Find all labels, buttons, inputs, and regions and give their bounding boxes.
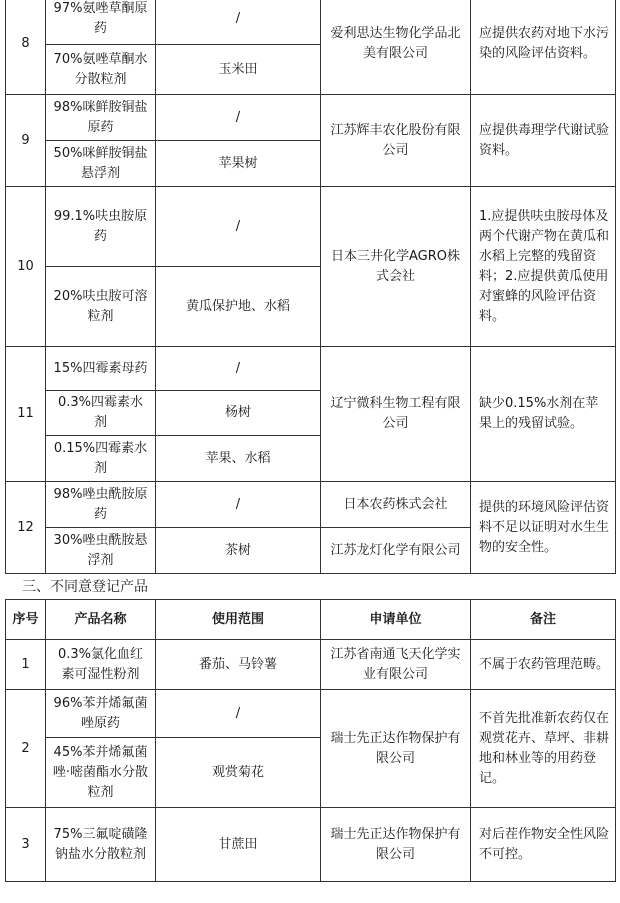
usage-scope: / — [156, 0, 321, 45]
applicant: 江苏辉丰农化股份有限公司 — [321, 95, 471, 187]
applicant: 日本三井化学AGRO株式会社 — [321, 187, 471, 347]
usage-scope: 杨树 — [156, 391, 321, 436]
product-name: 98%咪鲜胺铜盐原药 — [46, 95, 156, 141]
rejected-products-table — [5, 599, 616, 882]
usage-scope: 观赏菊花 — [156, 738, 321, 808]
product-name: 0.3%四霉素水剂 — [46, 391, 156, 436]
row-number: 2 — [6, 690, 46, 808]
usage-scope: 黄瓜保护地、水稻 — [156, 267, 321, 347]
product-name: 70%氨唑草酮水分散粒剂 — [46, 45, 156, 95]
applicant: 江苏龙灯化学有限公司 — [321, 528, 471, 574]
usage-scope: 玉米田 — [156, 45, 321, 95]
product-name: 97%氨唑草酮原药 — [46, 0, 156, 45]
remark: 1.应提供呋虫胺母体及两个代谢产物在黄瓜和水稻上完整的残留资料；2.应提供黄瓜使用对蜜蜂的风险评估资料。 — [471, 187, 616, 347]
remark: 提供的环境风险评估资料不足以证明对水生生物的安全性。 — [471, 482, 616, 574]
header-no: 序号 — [6, 600, 46, 640]
applicant: 辽宁微科生物工程有限公司 — [321, 347, 471, 482]
row-number: 12 — [6, 482, 46, 574]
product-name: 0.3%氯化血红素可湿性粉剂 — [46, 640, 156, 690]
applicant: 瑞士先正达作物保护有限公司 — [321, 690, 471, 808]
usage-scope: 苹果树 — [156, 141, 321, 187]
usage-scope: 茶树 — [156, 528, 321, 574]
usage-scope: / — [156, 187, 321, 267]
usage-scope: 苹果、水稻 — [156, 436, 321, 482]
header-product-name: 产品名称 — [46, 600, 156, 640]
product-name: 50%咪鲜胺铜盐悬浮剂 — [46, 141, 156, 187]
section-title: 三、不同意登记产品 — [22, 579, 148, 595]
usage-scope: 甘蔗田 — [156, 808, 321, 882]
remark: 不首先批准新农药仅在观赏花卉、草坪、非耕地和林业等的用药登记。 — [471, 690, 616, 808]
row-number: 10 — [6, 187, 46, 347]
usage-scope: / — [156, 690, 321, 738]
row-number: 11 — [6, 347, 46, 482]
product-name: 99.1%呋虫胺原药 — [46, 187, 156, 267]
approval-table-continued — [5, 0, 616, 574]
usage-scope: / — [156, 347, 321, 391]
usage-scope: / — [156, 95, 321, 141]
remark: 应提供毒理学代谢试验资料。 — [471, 95, 616, 187]
remark: 应提供农药对地下水污染的风险评估资料。 — [471, 0, 616, 95]
applicant: 瑞士先正达作物保护有限公司 — [321, 808, 471, 882]
product-name: 0.15%四霉素水剂 — [46, 436, 156, 482]
remark: 不属于农药管理范畴。 — [471, 640, 616, 690]
product-name: 15%四霉素母药 — [46, 347, 156, 391]
product-name: 96%苯并烯氟菌唑原药 — [46, 690, 156, 738]
product-name: 75%三氟啶磺隆钠盐水分散粒剂 — [46, 808, 156, 882]
remark: 对后茬作物安全性风险不可控。 — [471, 808, 616, 882]
usage-scope: / — [156, 482, 321, 528]
remark: 缺少0.15%水剂在苹果上的残留试验。 — [471, 347, 616, 482]
row-number: 9 — [6, 95, 46, 187]
row-number: 3 — [6, 808, 46, 882]
row-number: 8 — [6, 0, 46, 95]
product-name: 20%呋虫胺可溶粒剂 — [46, 267, 156, 347]
applicant: 爱利思达生物化学品北美有限公司 — [321, 0, 471, 95]
product-name: 30%唑虫酰胺悬浮剂 — [46, 528, 156, 574]
header-applicant: 申请单位 — [321, 600, 471, 640]
applicant: 江苏省南通飞天化学实业有限公司 — [321, 640, 471, 690]
header-remark: 备注 — [471, 600, 616, 640]
usage-scope: 番茄、马铃薯 — [156, 640, 321, 690]
product-name: 98%唑虫酰胺原药 — [46, 482, 156, 528]
product-name: 45%苯并烯氟菌唑·嘧菌酯水分散粒剂 — [46, 738, 156, 808]
applicant: 日本农药株式会社 — [321, 482, 471, 528]
header-usage-scope: 使用范围 — [156, 600, 321, 640]
row-number: 1 — [6, 640, 46, 690]
